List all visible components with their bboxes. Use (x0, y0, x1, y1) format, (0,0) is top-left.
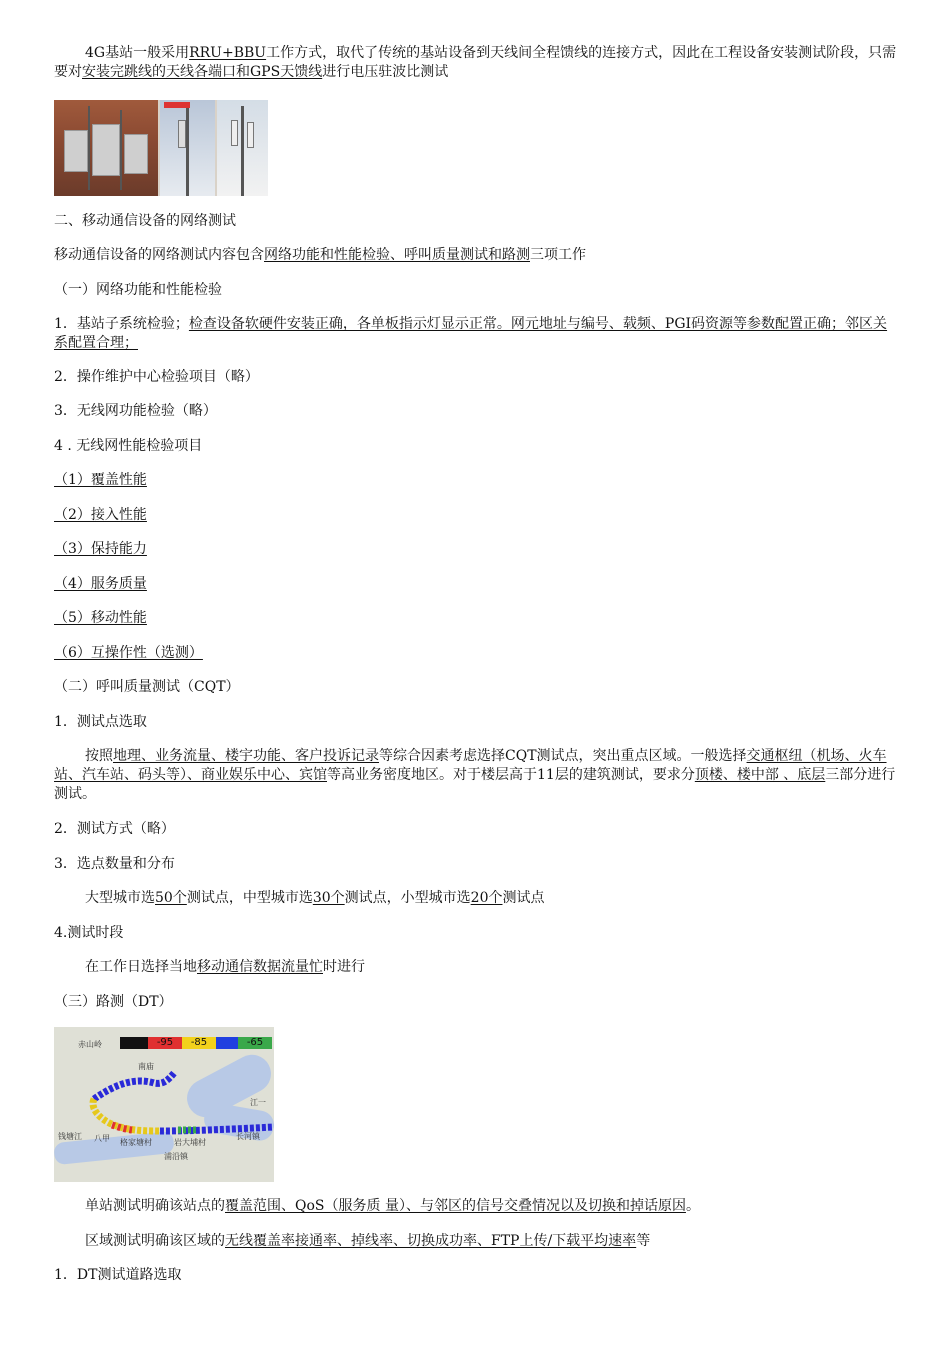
paragraph-network-test-content: 移动通信设备的网络测试内容包含网络功能和性能检验、呼叫质量测试和路测三项工作 (54, 247, 586, 263)
map-label: 南庙 (138, 1062, 154, 1071)
map-label: 格家塘村 (120, 1138, 152, 1147)
subheading-network-function: （一）网络功能和性能检验 (54, 282, 222, 298)
drive-test-map (54, 1027, 274, 1182)
sub-item-coverage: （1）覆盖性能 (54, 472, 147, 488)
paragraph-single-site-test: 单站测试明确该站点的覆盖范围、QoS（服务质 量）、与邻区的信号交叠情况以及切换和掉话原因。 (85, 1198, 700, 1214)
sub-item-service-quality: （4）服务质量 (54, 576, 147, 592)
item-wireless-function: 3．无线网功能检验（略） (54, 403, 217, 419)
map-label: 赤山岭 (78, 1040, 102, 1049)
item-wireless-performance: 4 . 无线网性能检验项目 (54, 438, 203, 454)
dt-item-road-selection: 1．DT测试道路选取 (54, 1267, 182, 1283)
subheading-drive-test: （三）路测（DT） (54, 994, 173, 1010)
cqt-item-method: 2．测试方式（略） (54, 821, 175, 837)
legend-yellow: -85 (182, 1037, 216, 1049)
antenna-pole-photo (160, 100, 215, 196)
paragraph-rru-bbu: 4G基站一般采用RRU+BBU工作方式，取代了传统的基站设备到天线间全程馈线的连接方式，因此在工程设备安装测试阶段，只需要对安装完跳线的天线各端口和GPS天馈线进行电压驻波比测试 (54, 45, 897, 80)
rooftop-equipment-photo (54, 100, 158, 196)
cqt-item-count: 3．选点数量和分布 (54, 856, 175, 872)
legend-red: -95 (148, 1037, 182, 1049)
map-label: 浦沿镇 (164, 1152, 188, 1161)
sub-item-interoperability: （6）互操作性（选测） (54, 645, 203, 661)
map-label: 江一 (250, 1098, 266, 1107)
item-bss-check: 1．基站子系统检验；检查设备软硬件安装正确，各单板指示灯显示正常。网元地址与编号、载频、PGI码资源等参数配置正确；邻区关系配置合理； (54, 316, 888, 351)
sub-item-retention: （3）保持能力 (54, 541, 147, 557)
paragraph-test-time: 在工作日选择当地移动通信数据流量忙时进行 (85, 959, 365, 975)
map-label: 钱塘江 (58, 1132, 82, 1141)
map-label: 长河镇 (236, 1132, 260, 1141)
sub-item-mobility: （5）移动性能 (54, 610, 147, 626)
subheading-cqt: （二）呼叫质量测试（CQT） (54, 679, 240, 695)
item-omc-check: 2．操作维护中心检验项目（略） (54, 369, 259, 385)
section-heading-network-test: 二、移动通信设备的网络测试 (54, 213, 236, 229)
map-label: 八甲 (94, 1134, 110, 1143)
cqt-item-point-selection: 1．测试点选取 (54, 714, 147, 730)
antenna-tower-photo (217, 100, 268, 196)
paragraph-city-points: 大型城市选50个测试点，中型城市选30个测试点，小型城市选20个测试点 (85, 890, 545, 906)
base-station-photos (54, 100, 268, 196)
legend-green: -65 (238, 1037, 272, 1049)
paragraph-area-test: 区域测试明确该区域的无线覆盖率接通率、掉线率、切换成功率、FTP上传/下载平均速率等 (85, 1233, 651, 1249)
map-label: 岩大埔村 (174, 1138, 206, 1147)
sub-item-access: （2）接入性能 (54, 507, 147, 523)
cqt-item-time: 4.测试时段 (54, 925, 124, 941)
paragraph-cqt-points: 按照地理、业务流量、楼宇功能、客户投诉记录等综合因素考虑选择CQT测试点，突出重点区域。一般选择交通枢纽（机场、火车站、汽车站、码头等）、商业娱乐中心、宾馆等高业务密度地区。对于楼层高于11层的建筑测试，要求分顶楼、楼中部 、底层三部分进行测试。 (54, 748, 896, 802)
